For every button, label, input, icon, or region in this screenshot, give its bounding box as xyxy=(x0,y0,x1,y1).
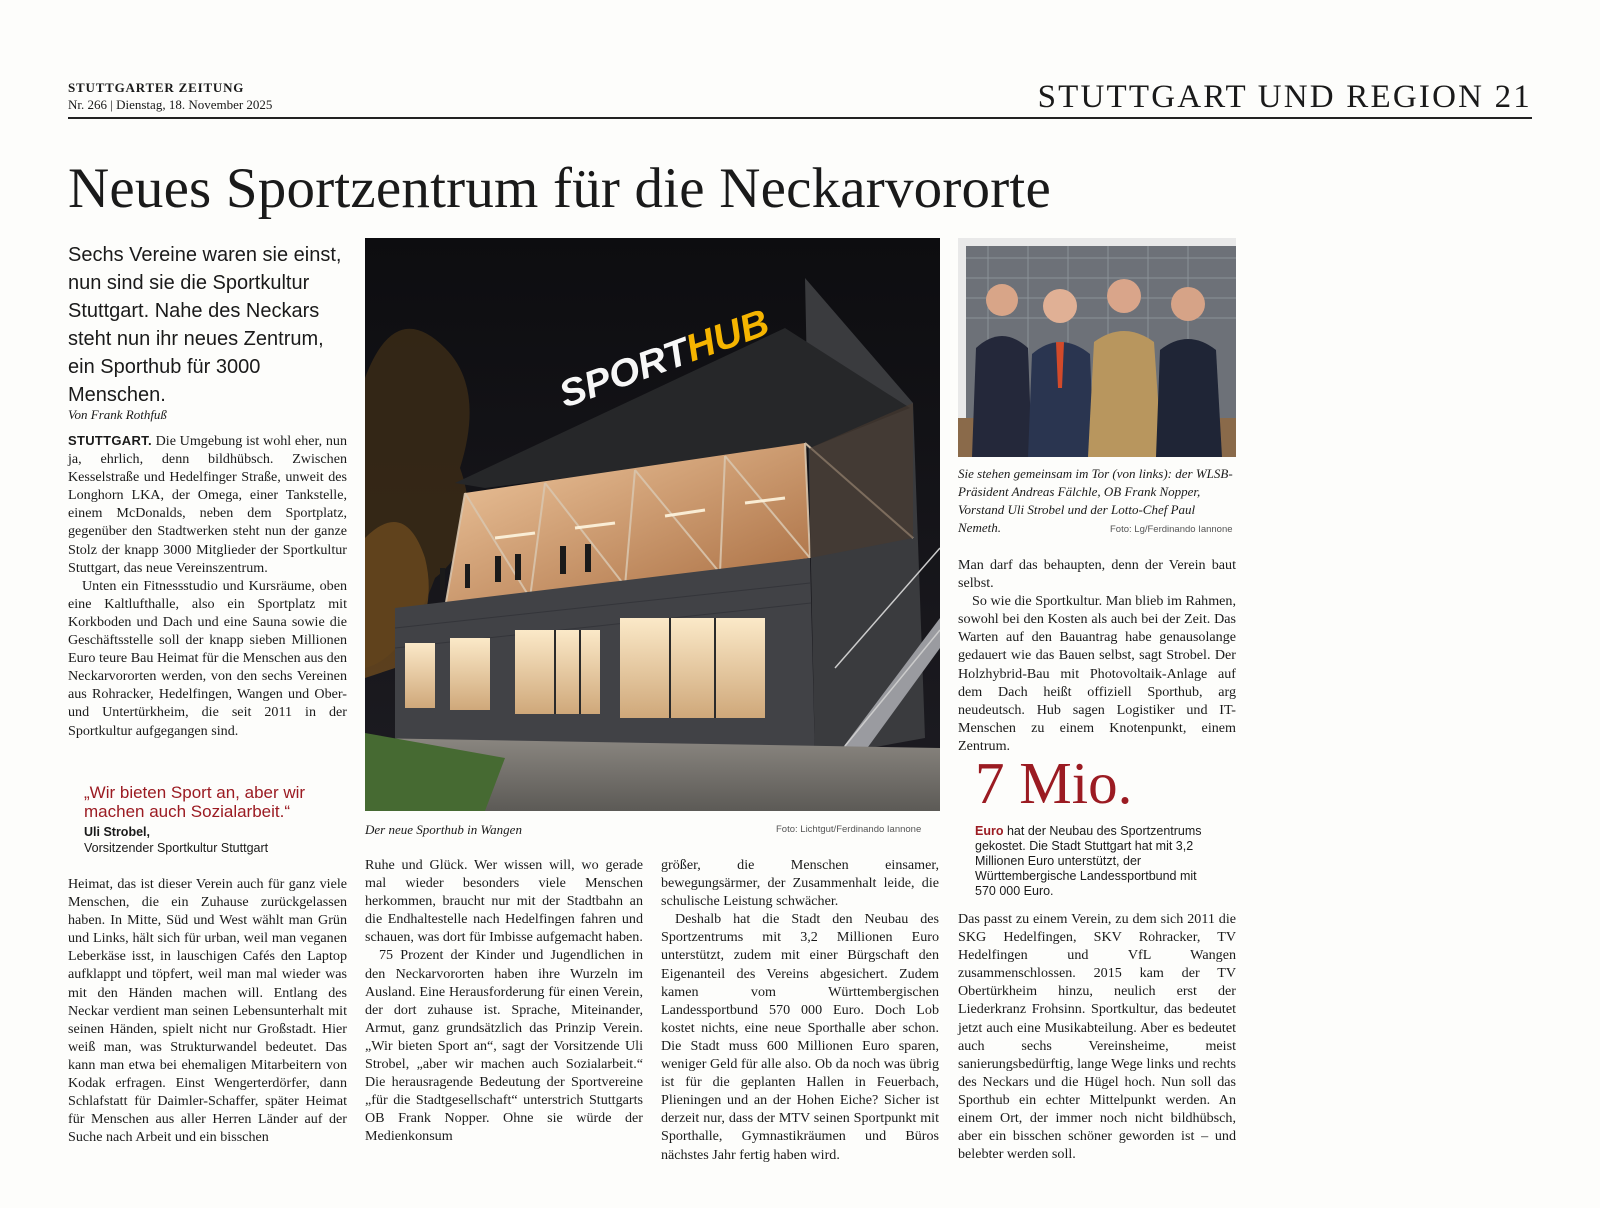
paragraph-8: Man darf das behaupten, denn der Verein baut selbst. xyxy=(958,557,1236,592)
paragraph-3: Heimat, das ist dieser Verein auch für ganz viele Menschen, die ein Zuhause zurückgelassen haben. In Mitte, Süd und West wählt man Grün und Links, hält sich für urban, weil man veganen Leberkäse isst, in lauschigen Cafés den Laptop aufklappt und töpfert, weil man mal wieder was mit den Händen machen will. Entlang des Neckar verdient man seinen Lebensunterhalt mit seinen Händen, spielt nicht nur Großstadt. Hier weiß man, was Strukturwandel bedeutet. Das kann man etwa bei ehemaligen Mitarbeitern von Kodak erfragen. Einst Wengerterdörfer, dann Schlafstatt für Daimler-Schaffer, später Heimat für Menschen aus aller Herren Länder auf der Suche nach Arbeit und ein bisschen xyxy=(68,876,347,1146)
dateline: STUTTGART. xyxy=(68,433,152,448)
paragraph-2: Unten ein Fitnessstudio und Kursräume, oben eine Kaltlufthalle, also ein Sportplatz mit Korkboden und Dach und eine Sauna sowie die Geschäftsstelle soll der knapp sieben Millionen Euro teure Bau Heimat für die Menschen aus den Neckarvororten werden, von den sechs Vereinen aus Rohracker, Hedelfingen, Wangen und Ober- und Untertürkheim, die seit 2011 in der Sportkultur aufgegangen sind. xyxy=(68,577,347,739)
main-photo-caption: Der neue Sporthub in Wangen xyxy=(365,822,522,837)
factbox-body: hat der Neubau des Sportzentrums gekostet. Die Stadt Stuttgart hat mit 3,2 Millionen Euro unterstützt, der Württembergische Landessportbund mit 570 000 Euro. xyxy=(975,824,1202,898)
factbox-lead: Euro xyxy=(975,824,1004,838)
column-2 xyxy=(365,856,643,1146)
paragraph-10: Das passt zu einem Verein, zu dem sich 2011 die SKG Hedelfingen, SKV Rohracker, TV Hedelfingen und VfL Wangen zusammenschlossen. 2015 kam der TV Obertürkheim hinzu, neulich erst der Liederkranz Frohsinn. Sportkultur, das bedeutet jetzt auch eine Musikabteilung. Aber es bedeutet auch sechs Vereinsheime, meist sanierungsbedürftig, lange Wege links und rechts des Neckars und die Hügel hoch. Nun soll das Sporthub ein echter Mittelpunkt werden. An einem Ort, der immer noch nicht bildhübsch, aber ein bisschen schöner geworden ist – und belebter werden soll. xyxy=(958,911,1236,1163)
article-teaser: Sechs Vereine waren sie einst, nun sind sie die Sportkultur Stuttgart. Nahe des Neckars steht nun ihr neues Zentrum, ein Sporthub für 3000 Menschen. xyxy=(68,244,342,406)
header-rule xyxy=(68,117,1532,119)
column-3 xyxy=(661,856,939,1164)
column-4-bottom xyxy=(958,910,1236,1163)
pull-quote-author: Uli Strobel, xyxy=(84,825,150,839)
article-headline: Neues Sportzentrum für die Neckarvororte xyxy=(68,157,1051,220)
paragraph-6: größer, die Menschen einsamer, bewegungsärmer, der Zusammenhalt leide, die schulische Leistung schwächer. xyxy=(661,857,939,910)
paragraph-1: Die Umgebung ist wohl eher, nun ja, ehrlich, denn bildhübsch. Zwischen Kesselstraße und Hedelfinger Straße, unweit des Longhorn LKA, der Omega, einer Tankstelle, einem McDonalds, neben dem Sportplatz, gegenüber den Stadtwerken steht nun der ganze Stolz der knapp 3000 Mitglieder der Sportkultur Stuttgart, das neue Vereinszentrum. xyxy=(68,433,347,576)
paragraph-4: Ruhe und Glück. Wer wissen will, wo gerade mal wieder besonders viele Menschen herkommen, braucht nur mit der Stadtbahn an die Endhaltestelle nach Hedelfingen fahren und schauen, was dort für Imbisse aufgemacht haben. xyxy=(365,857,643,946)
paragraph-9: So wie die Sportkultur. Man blieb im Rahmen, sowohl bei den Kosten als auch bei der Zeit. Das Warten auf den Bauantrag habe genausolange gedauert wie das Bauen selbst, sagt Strobel. Der Holzhybrid-Bau mit Photovoltaik-Anlage auf dem Dach heißt offiziell Sporthub, arg neudeutsch. Hub sagen Logistiker und IT-Menschen zu einem Knotenpunkt, einem Zentrum. xyxy=(958,593,1236,754)
paragraph-5: 75 Prozent der Kinder und Jugendlichen in den Neckarvororten haben ihre Wurzeln im Ausland. Eine Herausforderung für einen Verein, der dort zuhause ist. Sprache, Miteinander, Armut, ganz grundsätzlich das Prinzip Verein. „Wir bieten Sport an“, sagt der Vorsitzende Uli Strobel, „aber wir machen auch Sozialarbeit.“ Die herausragende Bedeutung der Sportvereine „für die Stadtgesellschaft“ unterstrich Stuttgarts OB Frank Nopper. Ohne sie würde der Medienkonsum xyxy=(365,947,643,1145)
pull-quote: „Wir bieten Sport an, aber wir machen auch Sozialarbeit.“ xyxy=(84,783,306,821)
newspaper-name: STUTTGARTER ZEITUNG xyxy=(68,80,245,95)
sign-hub: HUB xyxy=(680,302,773,371)
issue-line: Nr. 266 | Dienstag, 18. November 2025 xyxy=(68,97,273,112)
paragraph-7: Deshalb hat die Stadt den Neubau des Sportzentrums mit 3,2 Millionen Euro unterstützt, zudem mit einer Bürgschaft den Eigenanteil des Vereins abgesichert. Zudem kamen vom Württembergischen Landessportbund 570 000 Euro. Doch Lob kostet nichts, eine neue Sporthalle aber schon. Die Stadt muss 600 Millionen Euro sparen, weniger Geld für alle also. Ob da noch was übrig ist für die geplanten Hallen in Feuerbach, Plieningen und an der Hohen Eiche? Sicher ist derzeit nur, dass der MTV seinen Sportpunkt mit Sporthalle, Gymnastikräumen und Büros nächstes Jahr fertig haben wird. xyxy=(661,911,939,1163)
factbox-number: 7 Mio. xyxy=(975,750,1133,816)
group-photo xyxy=(958,238,1236,457)
group-photo-caption: Sie stehen gemeinsam im Tor (von links): der WLSB-Präsident Andreas Fälchle, OB Frank Nopper, Vorstand Uli Strobel und der Lotto-Chef Paul Nemeth. xyxy=(958,466,1233,535)
article-author: Von Frank Rothfuß xyxy=(68,407,167,422)
column-4-top xyxy=(958,556,1236,755)
factbox-text xyxy=(975,824,1215,899)
group-photo-credit: Foto: Lg/Ferdinando Iannone xyxy=(1110,524,1233,535)
column-1-top xyxy=(68,432,347,740)
column-1-bottom xyxy=(68,875,347,1146)
main-photo-credit: Foto: Lichtgut/Ferdinando Iannone xyxy=(776,824,922,835)
pull-quote-role: Vorsitzender Sportkultur Stuttgart xyxy=(84,841,269,855)
section-title: STUTTGART UND REGION 21 xyxy=(1037,79,1532,115)
sporthub-photo xyxy=(365,238,940,811)
sign-sport: SPORT xyxy=(553,332,691,417)
